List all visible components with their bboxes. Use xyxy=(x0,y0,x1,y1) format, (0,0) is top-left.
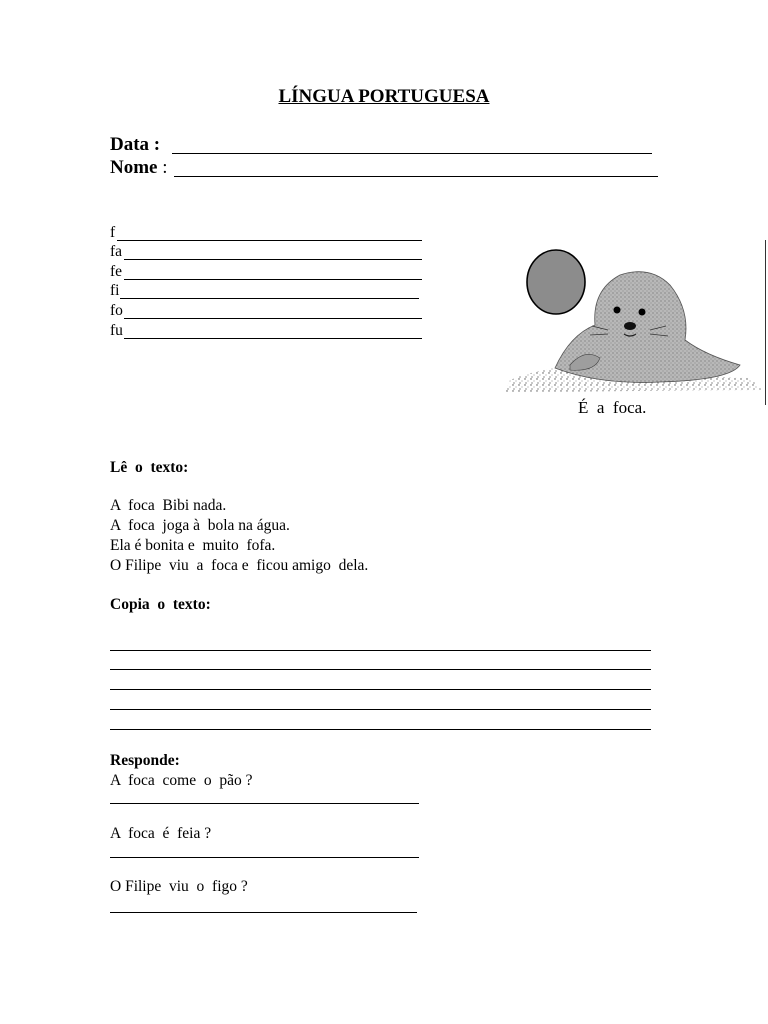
syllable-line[interactable] xyxy=(124,318,422,319)
question: A foca é feia ? xyxy=(110,825,212,842)
syllable-line[interactable] xyxy=(117,240,422,241)
syllable-fe: fe xyxy=(110,263,123,280)
image-caption: É a foca. xyxy=(578,398,647,417)
reading-line: A foca Bibi nada. xyxy=(110,497,227,514)
syllable-f: f xyxy=(110,224,116,241)
answer-line[interactable] xyxy=(110,857,419,858)
answer-line[interactable] xyxy=(110,803,419,804)
reading-line: Ela é bonita e muito fofa. xyxy=(110,537,276,554)
page-title: LÍNGUA PORTUGUESA xyxy=(278,86,490,107)
seal-with-ball-icon xyxy=(500,240,765,400)
syllable-fo: fo xyxy=(110,302,123,319)
question: O Filipe viu o figo ? xyxy=(110,878,248,895)
name-answer-line[interactable] xyxy=(174,176,658,177)
reading-line: A foca joga à bola na água. xyxy=(110,517,290,534)
syllable-line[interactable] xyxy=(124,279,422,280)
reading-line: O Filipe viu a foca e ficou amigo dela. xyxy=(110,557,369,574)
answer-line[interactable] xyxy=(110,912,417,913)
syllable-line[interactable] xyxy=(124,338,422,339)
syllable-fi: fi xyxy=(110,282,120,299)
copy-line[interactable] xyxy=(110,709,651,710)
date-answer-line[interactable] xyxy=(172,153,652,154)
copy-heading: Copia o texto: xyxy=(110,596,211,613)
reading-heading: Lê o texto: xyxy=(110,459,189,476)
date-label: Data : xyxy=(110,134,161,155)
copy-line[interactable] xyxy=(110,729,651,730)
copy-line[interactable] xyxy=(110,669,651,670)
syllable-line[interactable] xyxy=(124,259,422,260)
respond-heading: Responde: xyxy=(110,752,180,769)
copy-line[interactable] xyxy=(110,650,651,651)
copy-line[interactable] xyxy=(110,689,651,690)
margin-rule xyxy=(765,240,766,405)
syllable-line[interactable] xyxy=(120,298,419,299)
syllable-fa: fa xyxy=(110,243,123,260)
syllable-fu: fu xyxy=(110,322,123,339)
name-label-row: Nome : xyxy=(110,157,168,178)
question: A foca come o pão ? xyxy=(110,772,253,789)
